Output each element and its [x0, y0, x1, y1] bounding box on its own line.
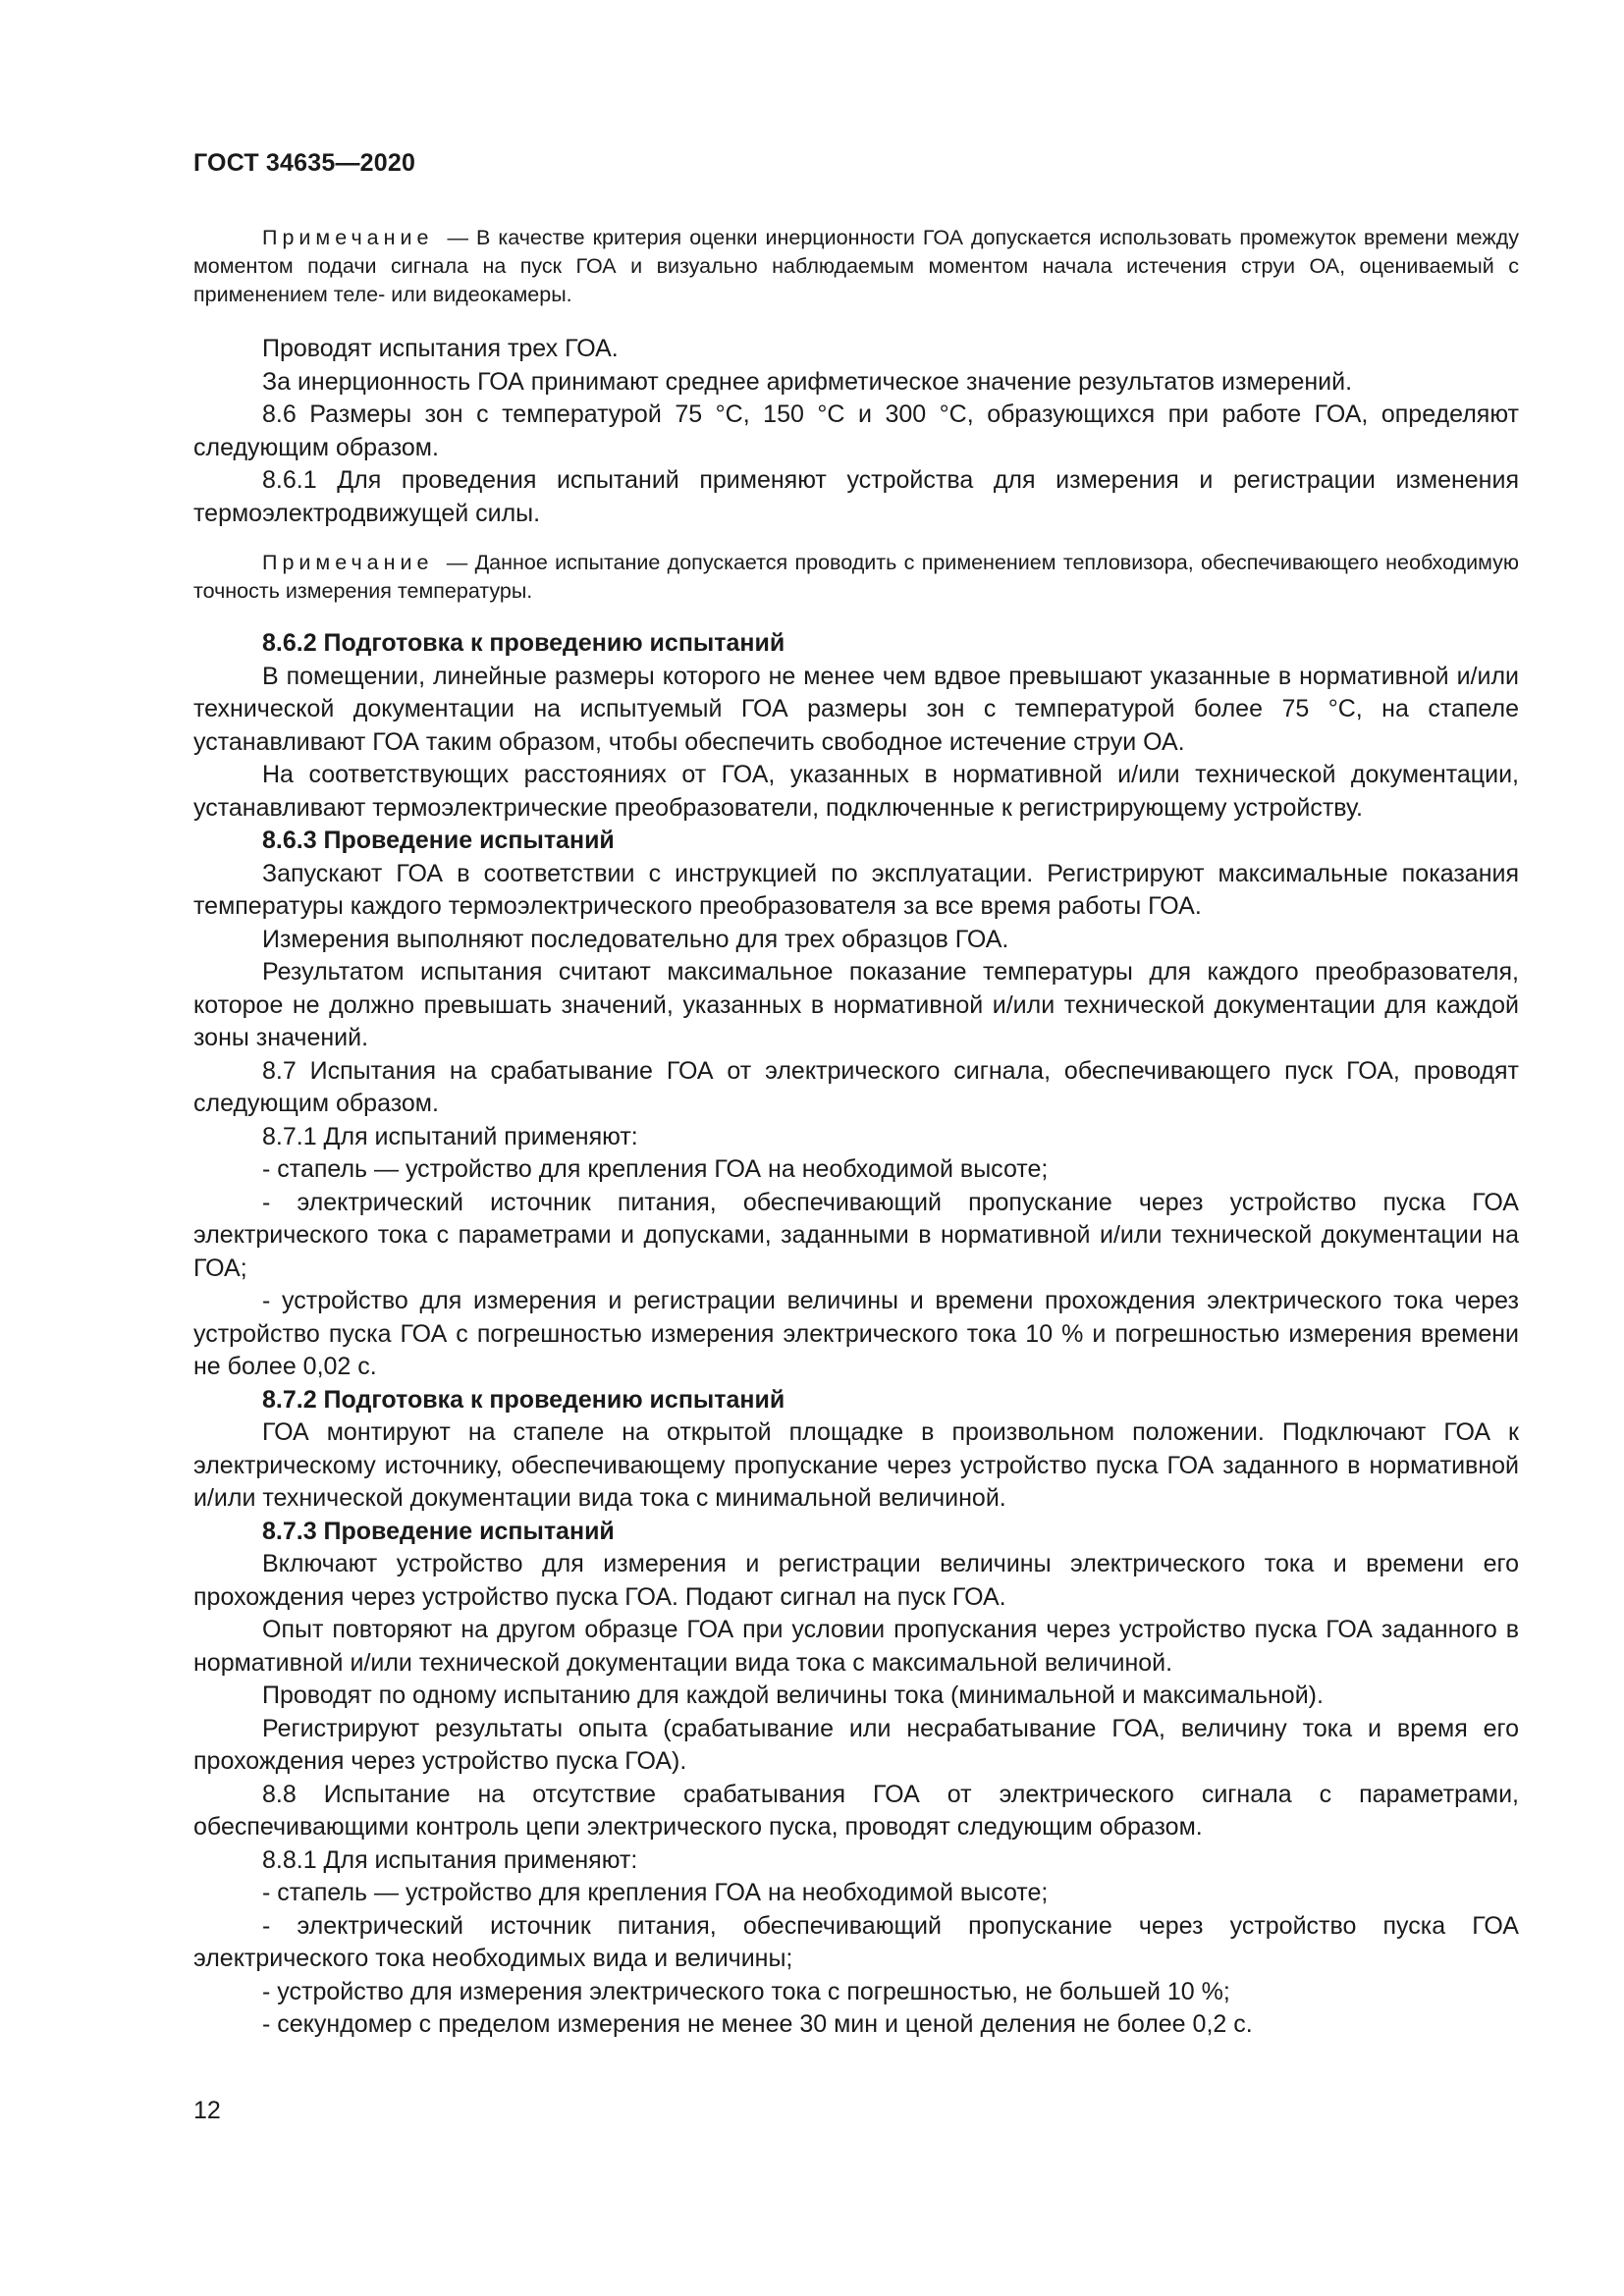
section-8-7-1: 8.7.1 Для испытаний применяют: — [262, 1122, 638, 1150]
paragraph: Проводят по одному испытанию для каждой величины тока (минимальной и максимальной). — [262, 1682, 1324, 1709]
standard-header: ГОСТ 34635—2020 — [193, 149, 416, 177]
heading-8-6-2: 8.6.2 Подготовка к проведению испытаний — [262, 629, 785, 657]
heading-8-6-3: 8.6.3 Проведение испытаний — [262, 827, 615, 854]
document-body — [193, 224, 1519, 2042]
heading-8-7-2: 8.7.2 Подготовка к проведению испытаний — [262, 1385, 785, 1414]
note-paragraph — [193, 224, 1519, 309]
paragraph: На соответствующих расстояниях от ГОА, указанных в нормативной и/или технической документации, устанавливают термоэлектрические преобразователи, подключенные к регистрирующему устройству. — [193, 761, 1519, 822]
note-paragraph — [193, 549, 1519, 606]
section-8-8-1: 8.8.1 Для испытания применяют: — [262, 1845, 638, 1874]
list-item: - устройство для измерения электрического тока с погрешностью, не большей 10 %; — [262, 1977, 1230, 2005]
note-text: — В качестве критерия оценки инерционности ГОА допускается использовать промежуток времени между моментом подачи сигнала на пуск ГОА и визуально наблюдаемым моментом начала истечения струи ОА, оцениваемый с применением теле- или видеокамеры. — [193, 226, 1519, 306]
paragraph: Регистрируют результаты опыта (срабатывание или несрабатывание ГОА, величину тока и время его прохождения через устройство пуска ГОА). — [193, 1714, 1519, 1775]
note-text: — Данное испытание допускается проводить с применением тепловизора, обеспечивающего необходимую точность измерения температуры. — [193, 551, 1519, 603]
note-label: Примечание — [262, 551, 434, 574]
note-label: Примечание — [262, 226, 434, 249]
list-item: - электрический источник питания, обеспечивающий пропускание через устройство пуска ГОА электрического тока необходимых вида и величины; — [193, 1911, 1519, 1972]
heading-8-7-3: 8.7.3 Проведение испытаний — [262, 1517, 615, 1545]
paragraph: Включают устройство для измерения и регистрации величины электрического тока и времени его прохождения через устройство пуска ГОА. Подают сигнал на пуск ГОА. — [193, 1550, 1519, 1611]
list-item: - стапель — устройство для крепления ГОА на необходимой высоте; — [262, 1879, 1049, 1906]
paragraph: За инерционность ГОА принимают среднее арифметическое значение результатов измерений. — [262, 367, 1353, 396]
section-8-6-1: 8.6.1 Для проведения испытаний применяют устройства для измерения и регистрации изменения термоэлектродвижущей силы. — [193, 466, 1519, 527]
page-number: 12 — [193, 2097, 221, 2124]
list-item: - стапель — устройство для крепления ГОА на необходимой высоте; — [262, 1155, 1049, 1183]
paragraph: Запускают ГОА в соответствии с инструкцией по эксплуатации. Регистрируют максимальные показания температуры каждого термоэлектрического преобразователя за все время работы ГОА. — [193, 859, 1519, 920]
paragraph: Опыт повторяют на другом образце ГОА при условии пропускания через устройство пуска ГОА заданного в нормативной и/или технической документации вида тока с максимальной величиной. — [193, 1616, 1519, 1677]
list-item: - электрический источник питания, обеспечивающий пропускание через устройство пуска ГОА электрического тока с параметрами и допусками, заданными в нормативной и/или технической документации на ГОА; — [193, 1188, 1519, 1282]
paragraph: Проводят испытания трех ГОА. — [262, 335, 619, 362]
paragraph: ГОА монтируют на стапеле на открытой площадке в произвольном положении. Подключают ГОА к электрическому источнику, обеспечивающему пропускание через устройство пуска ГОА заданного в нормативной и/или технической документации вида тока с минимальной величиной. — [193, 1418, 1519, 1512]
list-item: - секундомер с пределом измерения не менее 30 мин и ценой деления не более 0,2 с. — [262, 2010, 1253, 2038]
paragraph: Результатом испытания считают максимальное показание температуры для каждого преобразователя, которое не должно превышать значений, указанных в нормативной и/или технической документации для каждой зоны значений. — [193, 958, 1519, 1051]
list-item: - устройство для измерения и регистрации величины и времени прохождения электрического тока через устройство пуска ГОА с погрешностью измерения электрического тока 10 % и погрешностью измерения времени не более 0,02 с. — [193, 1287, 1519, 1380]
section-8-8: 8.8 Испытание на отсутствие срабатывания ГОА от электрического сигнала с параметрами, обеспечивающими контроль цепи электрического пуска, проводят следующим образом. — [193, 1780, 1519, 1841]
section-8-7: 8.7 Испытания на срабатывание ГОА от электрического сигнала, обеспечивающего пуск ГОА, проводят следующим образом. — [193, 1056, 1519, 1117]
paragraph: В помещении, линейные размеры которого не менее чем вдвое превышают указанные в нормативной и/или технической документации на испытуемый ГОА размеры зон с температурой более 75 °С, на стапеле устанавливают ГОА таким образом, чтобы обеспечить свободное истечение струи ОА. — [193, 662, 1519, 756]
paragraph: Измерения выполняют последовательно для трех образцов ГОА. — [262, 925, 1009, 953]
section-8-6: 8.6 Размеры зон с температурой 75 °С, 150 °С и 300 °С, образующихся при работе ГОА, определяют следующим образом. — [193, 400, 1519, 461]
